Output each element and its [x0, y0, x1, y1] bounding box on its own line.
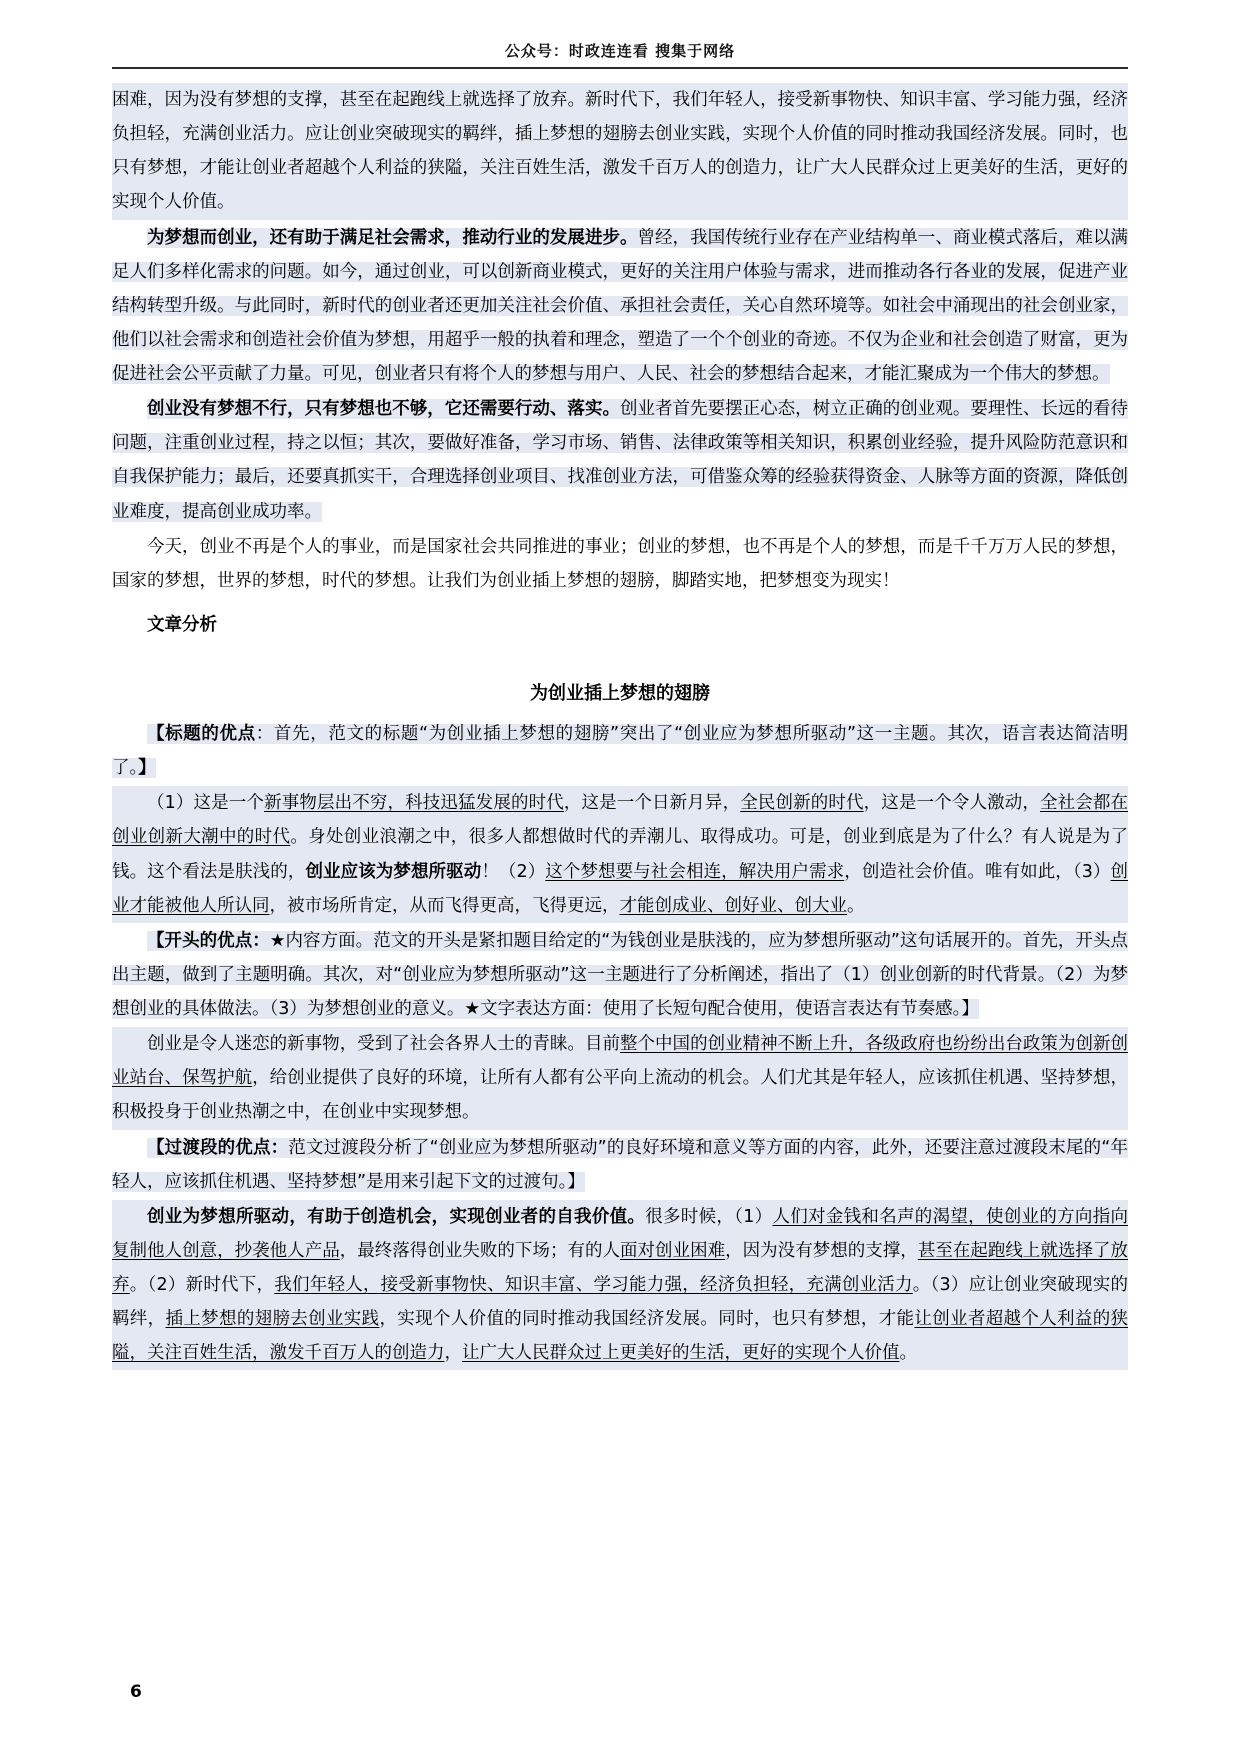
paragraph-3-text: 创业者首先要摆正心态，树立正确的创业观。要理性、长远的看待问题，注重创业过程，持之以恒；其次，要做好准备，学习市场、销售、法律政策等相关知识，积累创业经验，提升风险防范意识和自我保护能力；最后，还要真抓实干，合理选择创业项目、找准创业方法，可借鉴众筹的经验获得资金、人脉等方面的资源，降低创业难度，提高创业成功率。: [112, 399, 1129, 522]
paragraph-2: [112, 221, 1128, 392]
paragraph-9-text: 范文过渡段分析了“创业应为梦想所驱动”的良好环境和意义等方面的内容，此外，还要注意过渡段末尾的“年轻人，应该抓住机遇、坚持梦想”是用来引起下文的过渡句。】: [112, 1137, 1129, 1192]
page-header: 公众号：时政连连看 搜集于网络: [504, 42, 736, 60]
paragraph-2-text: 曾经，我国传统行业存在产业结构单一、商业模式落后，难以满足人们多样化需求的问题。如今，通过创业，可以创新商业模式，更好的关注用户体验与需求，进而推动各行各业的发展，促进产业结构转型升级。与此同时，新时代的创业者还更加关注社会价值、承担社会责任，关心自然环境等。如社会中涌现出的社会创业家，他们以社会需求和创造社会价值为梦想，用超乎一般的执着和理念，塑造了一个个创业的奇迹。不仅为企业和社会创造了财富，更为促进社会公平贡献了力量。可见，创业者只有将个人的梦想与用户、人民、社会的梦想结合起来，才能汇聚成为一个伟大的梦想。: [112, 227, 1129, 384]
paragraph-2-lead: 为梦想而创业，还有助于满足社会需求，推动行业的发展进步。: [147, 227, 638, 248]
paragraph-6: （1）这是一个新事物层出不穷，科技迅猛发展的时代，这是一个日新月异，全民创新的时代，这是一个令人激动，全社会都在创业创新大潮中的时代。身处创业浪潮之中，很多人都想做时代的弄潮儿、取得成功。可是，创业到底是为了什么？有人说是为了钱。这个看法是肤浅的，创业应该为梦想所驱动！（2）这个梦想要与社会相连，解决用户需求，创造社会价值。唯有如此，（3）创业才能被他人所认同，被市场所肯定，从而飞得更高，飞得更远，才能创成业、创好业、创大业。: [112, 786, 1128, 923]
paragraph-3-lead: 创业没有梦想不行，只有梦想也不够，它还需要行动、落实。: [147, 399, 620, 420]
paragraph-8: 创业是令人迷恋的新事物，受到了社会各界人士的青睐。目前整个中国的创业精神不断上升，各级政府也纷纷出台政策为创新创业站台、保驾护航，给创业提供了良好的环境，让所有人都有公平向上流动的机会。人们尤其是年轻人，应该抓住机遇、坚持梦想，积极投身于创业热潮之中，在创业中实现梦想。: [112, 1027, 1128, 1129]
paragraph-3: [112, 392, 1128, 529]
analysis-label: 文章分析: [147, 614, 217, 635]
paragraph-9-bracket: 【过渡段的优点：: [147, 1137, 289, 1158]
paragraph-9: [112, 1131, 1128, 1199]
paragraph-7-bracket: 【开头的优点：: [147, 930, 270, 951]
page-number: 6: [130, 1682, 142, 1702]
article-title: 为创业插上梦想的翅膀: [530, 683, 710, 704]
paragraph-5-bracket: 【标题的优点: [147, 724, 256, 745]
paragraph-7: [112, 924, 1128, 1026]
paragraph-7-text: ★内容方面。范文的开头是紧扣题目给定的“为钱创业是肤浅的，应为梦想所驱动”这句话展开的。首先，开头点出主题，做到了主题明确。其次，对“创业应为梦想所驱动”这一主题进行了分析阐述，指出了（1）创业创新的时代背景。（2）为梦想创业的具体做法。（3）为梦想创业的意义。★文字表达方面：使用了长短句配合使用，使语言表达有节奏感。】: [112, 930, 1128, 1020]
paragraph-4: 今天，创业不再是个人的事业，而是国家社会共同推进的事业；创业的梦想，也不再是个人的梦想，而是千千万万人民的梦想，国家的梦想，世界的梦想，时代的梦想。让我们为创业插上梦想的翅膀，脚踏实地，把梦想变为现实！: [112, 536, 1128, 591]
paragraph-1: 困难，因为没有梦想的支撑，甚至在起跑线上就选择了放弃。新时代下，我们年轻人，接受新事物快、知识丰富、学习能力强，经济负担轻，充满创业活力。应让创业突破现实的羁绊，插上梦想的翅膀去创业实践，实现个人价值的同时推动我国经济发展。同时，也只有梦想，才能让创业者超越个人利益的狭隘，关注百姓生活，激发千百万人的创造力，让广大人民群众过上更美好的生活，更好的实现个人价值。: [112, 83, 1128, 220]
paragraph-5: [112, 717, 1128, 785]
document-body: [112, 69, 1128, 1370]
paragraph-10-lead: 创业为梦想所驱动，有助于创造机会，实现创业者的自我价值。: [147, 1206, 646, 1227]
paragraph-10: 创业为梦想所驱动，有助于创造机会，实现创业者的自我价值。很多时候，（1）人们对金钱和名声的渴望，使创业的方向指向复制他人创意，抄袭他人产品，最终落得创业失败的下场；有的人面对创业困难，因为没有梦想的支撑，甚至在起跑线上就选择了放弃。（2）新时代下，我们年轻人，接受新事物快、知识丰富、学习能力强，经济负担轻，充满创业活力。（3）应让创业突破现实的羁绊，插上梦想的翅膀去创业实践，实现个人价值的同时推动我国经济发展。同时，也只有梦想，才能让创业者超越个人利益的狭隘，关注百姓生活，激发千百万人的创造力，让广大人民群众过上更美好的生活，更好的实现个人价值。: [112, 1200, 1128, 1371]
paragraph-5-text: ：首先，范文的标题“为创业插上梦想的翅膀”突出了“创业应为梦想所驱动”这一主题。其次，语言表达简洁明了。: [112, 724, 1129, 779]
paragraph-5-bracket-close: 】: [138, 758, 156, 779]
